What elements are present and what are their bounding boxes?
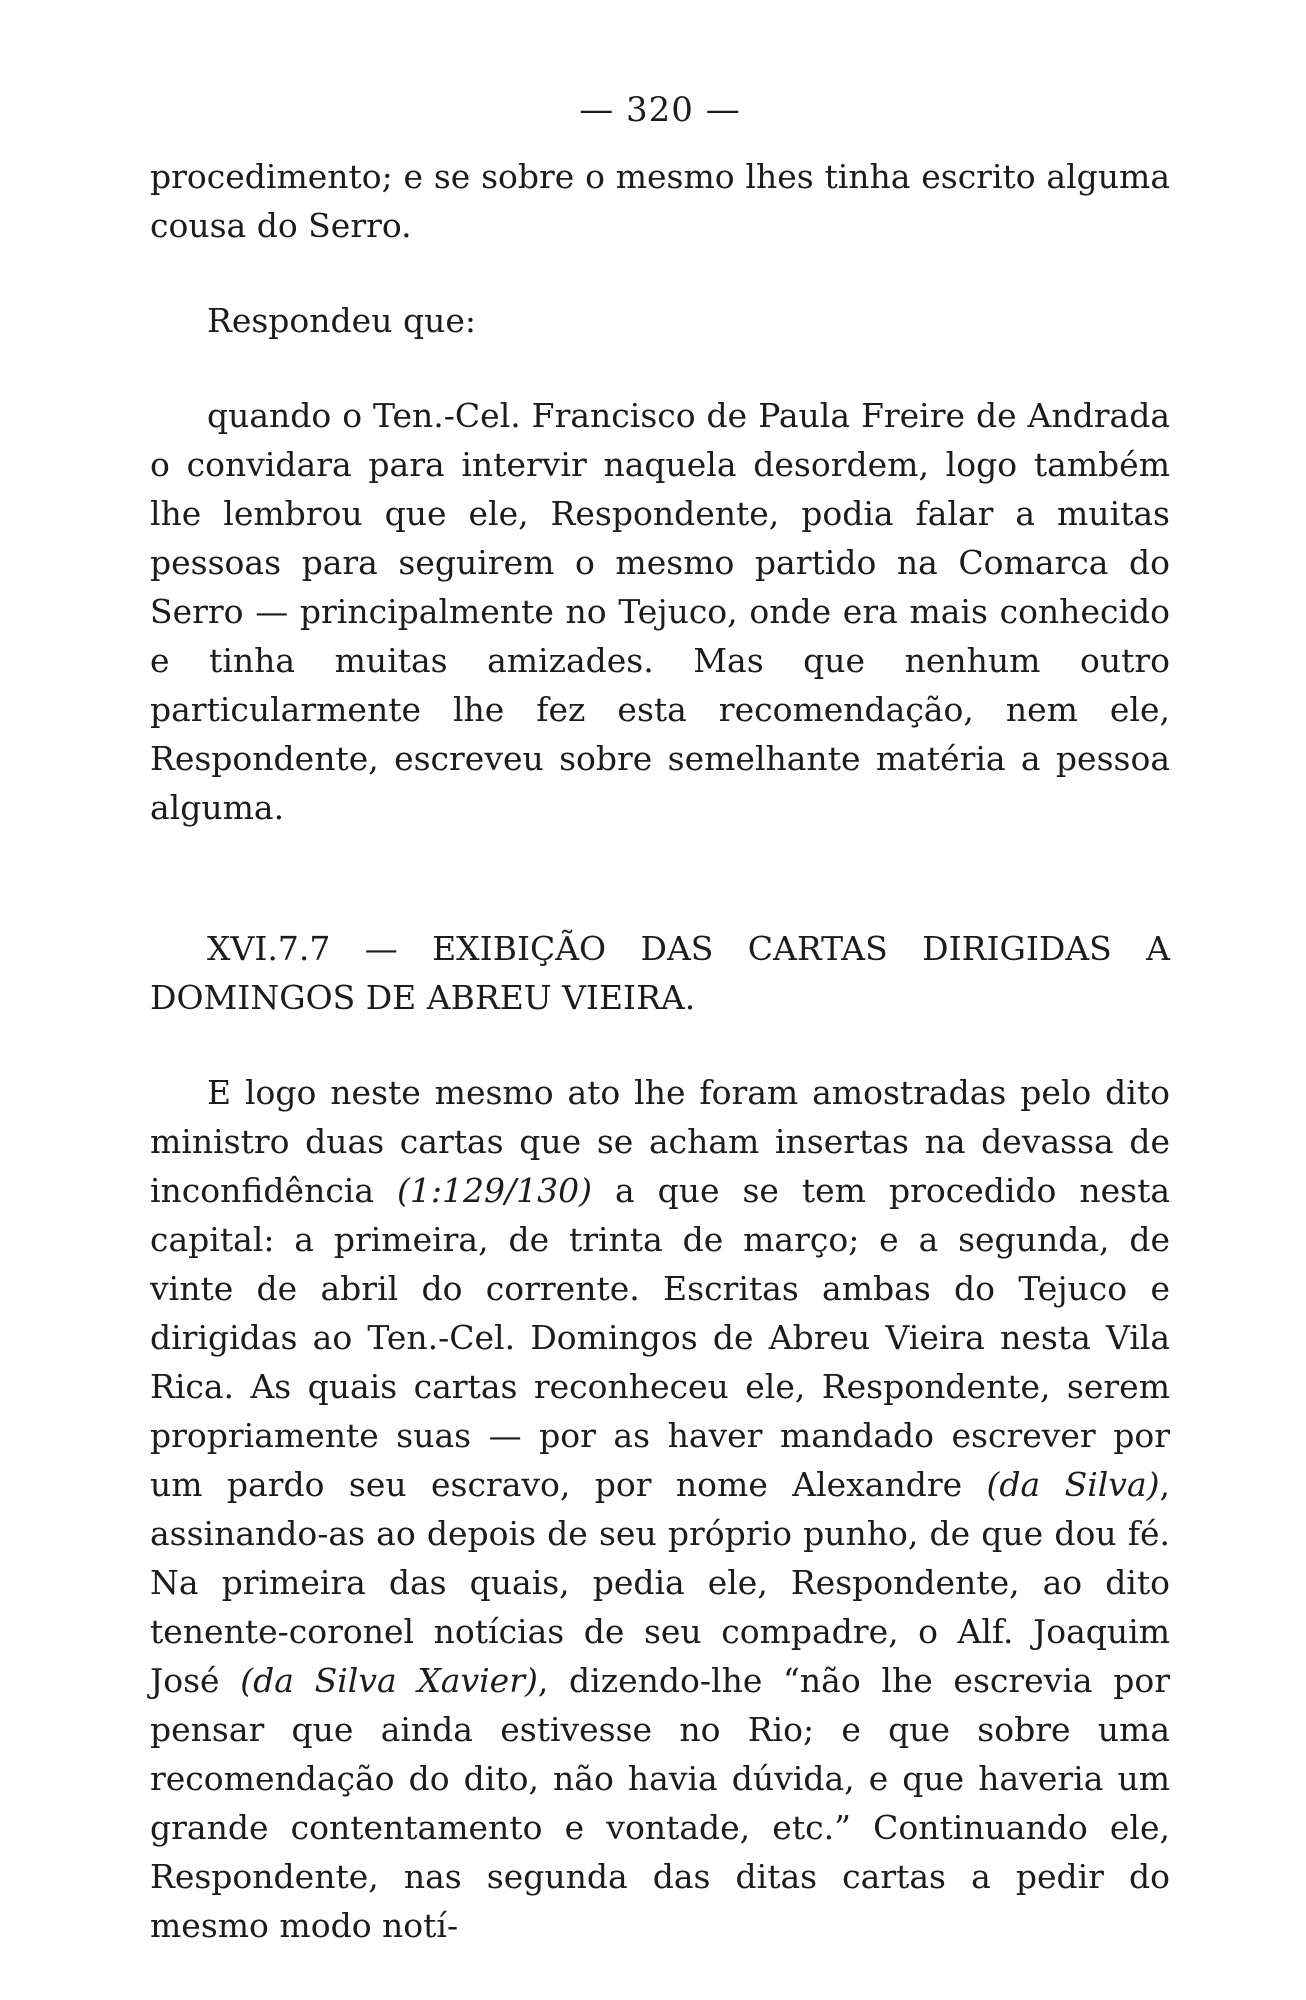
page-number: — 320 —	[579, 90, 741, 130]
paragraph-respondeu: Respondeu que:	[207, 301, 476, 340]
document-page	[150, 90, 1170, 1950]
reference-volume-page: (1:129/130)	[397, 1171, 592, 1210]
paragraph-continuation: procedimento; e se sobre o mesmo lhes tinha escrito alguma cousa do Serro.	[150, 157, 1170, 245]
section-heading: XVI.7.7 — EXIBIÇÃO DAS CARTAS DIRIGIDAS A DOMINGOS DE ABREU VIEIRA.	[150, 929, 1170, 1017]
paragraph-body	[150, 1068, 1170, 1950]
reference-da-silva-xavier: (da Silva Xavier)	[240, 1661, 538, 1700]
body-text-1: E logo neste mesmo ato lhe foram amostradas pelo dito ministro duas cartas que se acham insertas na devassa de inconfidência	[150, 1073, 1170, 1210]
body-text-3: , assinando-as ao depois de seu próprio punho, de que dou fé. Na primeira das quais, pedia ele, Respondente, ao dito tenente-coronel notícias de seu compadre, o Alf. Joaquim José	[150, 1465, 1170, 1700]
reference-da-silva: (da Silva)	[986, 1465, 1160, 1504]
body-text-2: a que se tem procedido nesta capital: a primeira, de trinta de março; e a segunda, de vinte de abril do corrente. Escritas ambas do Tejuco e dirigidas ao Ten.-Cel. Domingos de Abreu Vieira nesta Vila Rica. As quais cartas reconheceu ele, Respondente, serem propriamente suas — por as haver mandado escrever por um pardo seu escravo, por nome Alexandre	[150, 1171, 1171, 1504]
paragraph-answer: quando o Ten.-Cel. Francisco de Paula Freire de Andrada o convidara para intervir naquela desordem, logo também lhe lembrou que ele, Respondente, podia falar a muitas pessoas para seguirem o mesmo partido na Comarca do Serro — principalmente no Tejuco, onde era mais conhecido e tinha muitas amizades. Mas que nenhum outro particularmente lhe fez esta recomendação, nem ele, Respondente, escreveu sobre semelhante matéria a pessoa alguma.	[150, 396, 1170, 827]
body-text-4: , dizendo-lhe “não lhe escrevia por pensar que ainda estivesse no Rio; e que sobre uma recomendação do dito, não havia dúvida, e que haveria um grande contentamento e vontade, etc.” Continuando ele, Respondente, nas segunda das ditas cartas a pedir do mesmo modo notí-	[150, 1661, 1170, 1945]
